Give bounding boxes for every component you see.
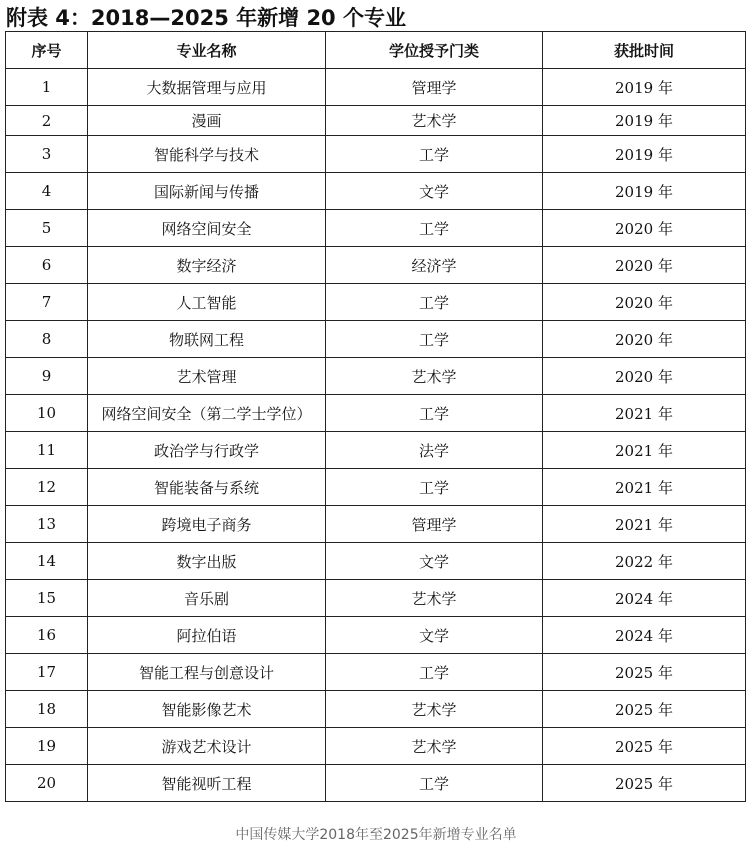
image-caption: 中国传媒大学2018年至2025年新增专业名单 (235, 827, 517, 843)
cell-major-name: 人工智能 (88, 284, 326, 321)
cell-degree-category: 文学 (326, 543, 543, 580)
cell-approval-time: 2020 年 (543, 358, 746, 395)
header-degree-category: 学位授予门类 (326, 32, 543, 69)
cell-number: 11 (6, 432, 88, 469)
table-row (6, 106, 746, 136)
cell-number: 13 (6, 506, 88, 543)
cell-major-name: 音乐剧 (88, 580, 326, 617)
cell-number: 19 (6, 728, 88, 765)
cell-degree-category: 艺术学 (326, 691, 543, 728)
cell-number: 3 (6, 136, 88, 173)
cell-degree-category: 工学 (326, 321, 543, 358)
cell-major-name: 数字经济 (88, 247, 326, 284)
table-row (6, 284, 746, 321)
table-row (6, 691, 746, 728)
cell-approval-time: 2021 年 (543, 469, 746, 506)
cell-number: 16 (6, 617, 88, 654)
cell-degree-category: 法学 (326, 432, 543, 469)
cell-major-name: 物联网工程 (88, 321, 326, 358)
cell-degree-category: 经济学 (326, 247, 543, 284)
cell-approval-time: 2025 年 (543, 728, 746, 765)
table-row (6, 136, 746, 173)
cell-major-name: 数字出版 (88, 543, 326, 580)
table-row (6, 432, 746, 469)
cell-degree-category: 管理学 (326, 69, 543, 106)
cell-major-name: 智能科学与技术 (88, 136, 326, 173)
cell-degree-category: 艺术学 (326, 728, 543, 765)
cell-degree-category: 艺术学 (326, 580, 543, 617)
cell-major-name: 智能视听工程 (88, 765, 326, 802)
cell-major-name: 跨境电子商务 (88, 506, 326, 543)
cell-approval-time: 2019 年 (543, 136, 746, 173)
cell-approval-time: 2020 年 (543, 321, 746, 358)
cell-number: 14 (6, 543, 88, 580)
cell-major-name: 网络空间安全 (88, 210, 326, 247)
cell-degree-category: 工学 (326, 654, 543, 691)
cell-major-name: 艺术管理 (88, 358, 326, 395)
table-row (6, 210, 746, 247)
header-number: 序号 (6, 32, 88, 69)
cell-degree-category: 工学 (326, 210, 543, 247)
table-row (6, 617, 746, 654)
header-major-name: 专业名称 (88, 32, 326, 69)
table-row (6, 728, 746, 765)
cell-major-name: 阿拉伯语 (88, 617, 326, 654)
majors-table (5, 31, 746, 802)
cell-degree-category: 文学 (326, 617, 543, 654)
table-row (6, 580, 746, 617)
cell-major-name: 国际新闻与传播 (88, 173, 326, 210)
table-row (6, 765, 746, 802)
table-row (6, 321, 746, 358)
cell-number: 2 (6, 106, 88, 136)
cell-approval-time: 2021 年 (543, 395, 746, 432)
cell-approval-time: 2022 年 (543, 543, 746, 580)
cell-number: 10 (6, 395, 88, 432)
cell-degree-category: 工学 (326, 136, 543, 173)
cell-approval-time: 2019 年 (543, 106, 746, 136)
cell-major-name: 智能影像艺术 (88, 691, 326, 728)
header-approval-time: 获批时间 (543, 32, 746, 69)
table-row (6, 395, 746, 432)
cell-number: 1 (6, 69, 88, 106)
table-row (6, 247, 746, 284)
cell-approval-time: 2024 年 (543, 580, 746, 617)
cell-major-name: 漫画 (88, 106, 326, 136)
cell-degree-category: 文学 (326, 173, 543, 210)
cell-degree-category: 工学 (326, 395, 543, 432)
cell-number: 4 (6, 173, 88, 210)
table-row (6, 506, 746, 543)
cell-approval-time: 2020 年 (543, 284, 746, 321)
cell-degree-category: 工学 (326, 284, 543, 321)
cell-degree-category: 管理学 (326, 506, 543, 543)
cell-number: 8 (6, 321, 88, 358)
cell-approval-time: 2020 年 (543, 210, 746, 247)
cell-approval-time: 2025 年 (543, 691, 746, 728)
cell-number: 20 (6, 765, 88, 802)
cell-major-name: 游戏艺术设计 (88, 728, 326, 765)
table-row (6, 543, 746, 580)
cell-degree-category: 艺术学 (326, 358, 543, 395)
document-title: 附表 4：2018—2025 年新增 20 个专业 (6, 6, 406, 30)
cell-major-name: 政治学与行政学 (88, 432, 326, 469)
cell-approval-time: 2019 年 (543, 69, 746, 106)
cell-number: 9 (6, 358, 88, 395)
cell-number: 7 (6, 284, 88, 321)
cell-major-name: 智能装备与系统 (88, 469, 326, 506)
table-row (6, 469, 746, 506)
cell-degree-category: 工学 (326, 469, 543, 506)
cell-approval-time: 2020 年 (543, 247, 746, 284)
cell-number: 12 (6, 469, 88, 506)
cell-approval-time: 2025 年 (543, 765, 746, 802)
cell-degree-category: 工学 (326, 765, 543, 802)
cell-major-name: 大数据管理与应用 (88, 69, 326, 106)
table-row (6, 173, 746, 210)
cell-number: 15 (6, 580, 88, 617)
cell-approval-time: 2019 年 (543, 173, 746, 210)
cell-degree-category: 艺术学 (326, 106, 543, 136)
cell-major-name: 智能工程与创意设计 (88, 654, 326, 691)
table-row (6, 358, 746, 395)
cell-approval-time: 2025 年 (543, 654, 746, 691)
cell-number: 5 (6, 210, 88, 247)
cell-major-name: 网络空间安全（第二学士学位） (88, 395, 326, 432)
cell-number: 18 (6, 691, 88, 728)
cell-number: 17 (6, 654, 88, 691)
cell-number: 6 (6, 247, 88, 284)
table-row (6, 69, 746, 106)
cell-approval-time: 2021 年 (543, 432, 746, 469)
table-row (6, 654, 746, 691)
cell-approval-time: 2024 年 (543, 617, 746, 654)
table-header-row (6, 32, 746, 69)
cell-approval-time: 2021 年 (543, 506, 746, 543)
